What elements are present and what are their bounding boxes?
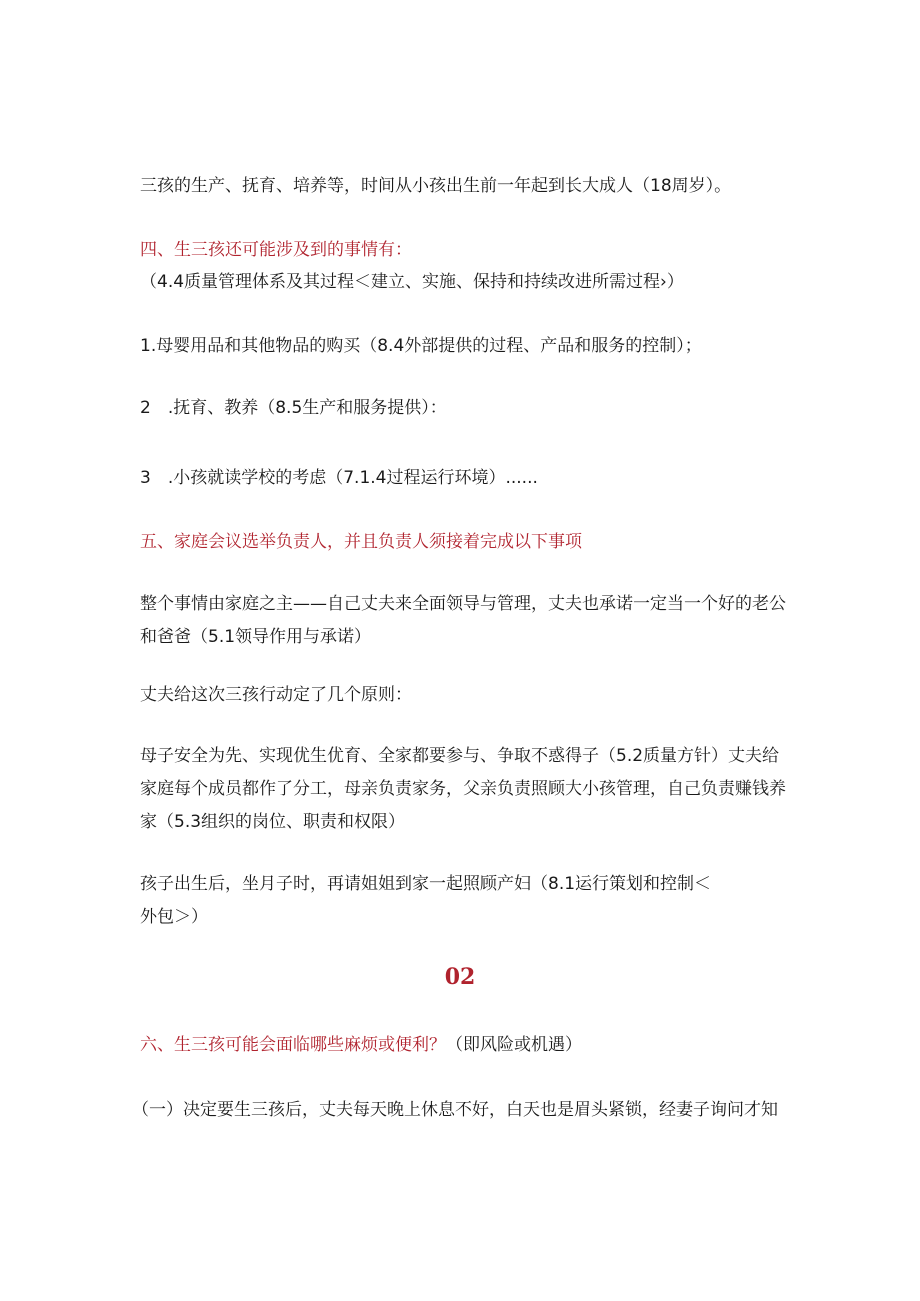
heading-section-6-suffix: （即风险或机遇） — [446, 1035, 582, 1055]
paragraph-policy — [140, 740, 790, 839]
heading-section-5: 五、家庭会议选举负责人，并且负责人须接着完成以下事项 — [140, 532, 582, 552]
paragraph-leadership-line-2: 和爸爸（5.1领导作用与承诺） — [140, 627, 372, 647]
list-item-3: 3 .小孩就读学校的考虑（7.1.4过程运行环境）...... — [140, 468, 538, 488]
paragraph-birth-line-2: 外包＞） — [140, 907, 208, 927]
heading-section-4: 四、生三孩还可能涉及到的事情有： — [140, 240, 412, 260]
heading-section-4-note: （4.4质量管理体系及其过程＜建立、实施、保持和持续改进所需过程›） — [140, 272, 684, 292]
paragraph-birth-line-1: 孩子出生后，坐月子时，再请姐姐到家一起照顾产妇（8.1运行策划和控制＜ — [140, 874, 712, 894]
paragraph-policy-line-3: 家（5.3组织的岗位、职责和权限） — [140, 812, 406, 832]
heading-section-6-title: 六、生三孩可能会面临哪些麻烦或便利？ — [140, 1035, 446, 1055]
paragraph-policy-line-2: 家庭每个成员都作了分工，母亲负责家务，父亲负责照顾大小孩管理，自己负责赚钱养 — [140, 779, 786, 799]
heading-section-6 — [140, 1033, 582, 1057]
paragraph-one: （一）决定要生三孩后，丈夫每天晚上休息不好，白天也是眉头紧锁，经妻子询问才知 — [132, 1100, 778, 1120]
paragraph-policy-line-1: 母子安全为先、实现优生优育、全家都要参与、争取不惑得子（5.2质量方针）丈夫给 — [140, 746, 780, 766]
paragraph-intro: 三孩的生产、抚育、培养等，时间从小孩出生前一年起到长大成人（18周岁）。 — [140, 176, 732, 196]
paragraph-birth — [140, 868, 790, 934]
section-number: 02 — [444, 964, 476, 990]
paragraph-principles: 丈夫给这次三孩行动定了几个原则： — [140, 685, 412, 705]
paragraph-leadership — [140, 588, 790, 654]
list-item-2: 2 .抚育、教养（8.5生产和服务提供）： — [140, 398, 447, 418]
paragraph-leadership-line-1: 整个事情由家庭之主——自己丈夫来全面领导与管理，丈夫也承诺一定当一个好的老公 — [140, 594, 786, 614]
list-item-1: 1.母婴用品和其他物品的购买（8.4外部提供的过程、产品和服务的控制）； — [140, 336, 702, 356]
